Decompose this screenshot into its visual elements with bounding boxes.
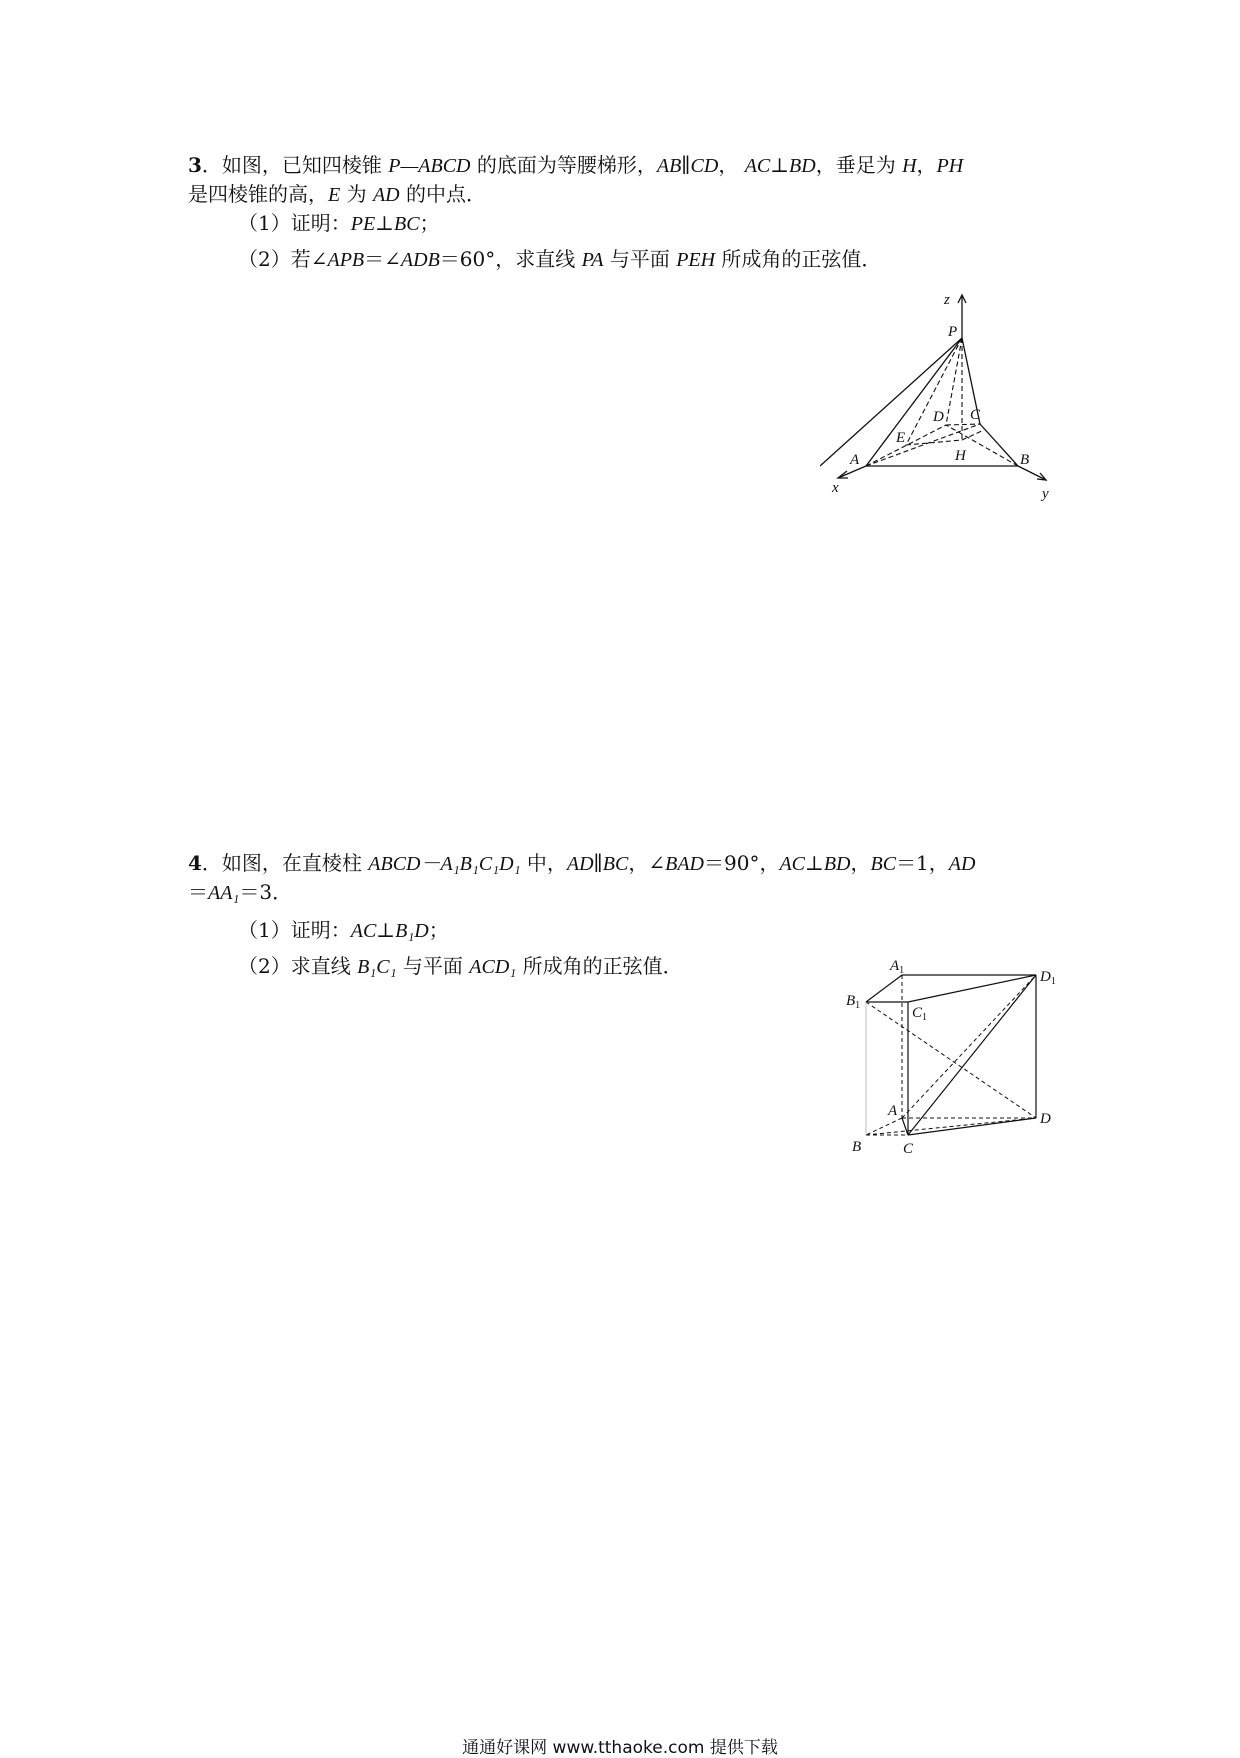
label-b: B	[1020, 452, 1030, 468]
problem4-line1: 4．如图，在直棱柱 ABCD－A₁B₁C₁D₁ 中，AD∥BC，∠BAD＝90°，AC⊥BD，BC＝1，AD	[188, 851, 976, 875]
label-d: D	[1040, 1111, 1051, 1127]
problem4-question1: （1）证明：AC⊥B₁D；	[238, 918, 449, 942]
diag-bd	[866, 1118, 1036, 1135]
label-x: x	[832, 480, 839, 496]
edge-dc	[946, 424, 980, 425]
edge-cd	[908, 1118, 1036, 1135]
label-c: C	[970, 407, 981, 423]
label-c: C	[903, 1141, 914, 1157]
pyramid-figure	[820, 290, 1070, 515]
edge-ad	[866, 425, 946, 466]
problem3-question2: （2）若∠APB＝∠ADB＝60°，求直线 PA 与平面 PEH 所成角的正弦值．	[238, 247, 882, 271]
edge-pb	[820, 338, 962, 466]
y-axis	[1018, 466, 1046, 480]
label-e: E	[896, 430, 906, 446]
prism-figure	[840, 955, 1070, 1165]
edge-ab	[866, 1118, 902, 1135]
problem3-number: 3	[188, 153, 202, 177]
problem4-line2: ＝AA₁＝3．	[188, 880, 293, 904]
edge-c1d1	[908, 975, 1036, 1002]
label-c1: $C_1$	[912, 1005, 928, 1023]
problem4-question2: （2）求直线 B₁C₁ 与平面 ACD₁ 所成角的正弦值．	[238, 954, 683, 978]
label-h: H	[955, 448, 966, 464]
diag-ad1	[902, 975, 1036, 1118]
seg-he	[962, 430, 984, 440]
label-d1: $D_1$	[1040, 969, 1056, 987]
diag-ac	[902, 1118, 908, 1135]
problem3-question1: （1）证明：PE⊥BC；	[238, 211, 440, 235]
label-z: z	[944, 292, 950, 308]
label-d: D	[933, 409, 944, 425]
label-b: B	[852, 1139, 862, 1155]
problem4-number: 4	[188, 851, 202, 875]
problem3-line1: 3．如图，已知四棱锥 P—ABCD 的底面为等腰梯形，AB∥CD， AC⊥BD，垂足为 H，PH	[188, 153, 964, 177]
label-p: P	[948, 324, 958, 340]
edge-pa	[866, 338, 962, 466]
diag-cd1	[908, 975, 1036, 1135]
diag-b1d	[866, 1002, 1036, 1118]
page-footer: 通通好课网 www.tthaoke.com 提供下载	[462, 1738, 778, 1758]
edge-bc	[980, 424, 1018, 466]
label-a: A	[888, 1103, 898, 1119]
label-y: y	[1042, 486, 1049, 502]
problem3-line2: 是四棱锥的高，E 为 AD 的中点．	[188, 182, 486, 206]
edge-b1a1	[866, 975, 902, 1002]
label-a: A	[850, 452, 860, 468]
label-b1: $B_1$	[846, 993, 861, 1011]
label-a1: $A_1$	[890, 958, 905, 976]
